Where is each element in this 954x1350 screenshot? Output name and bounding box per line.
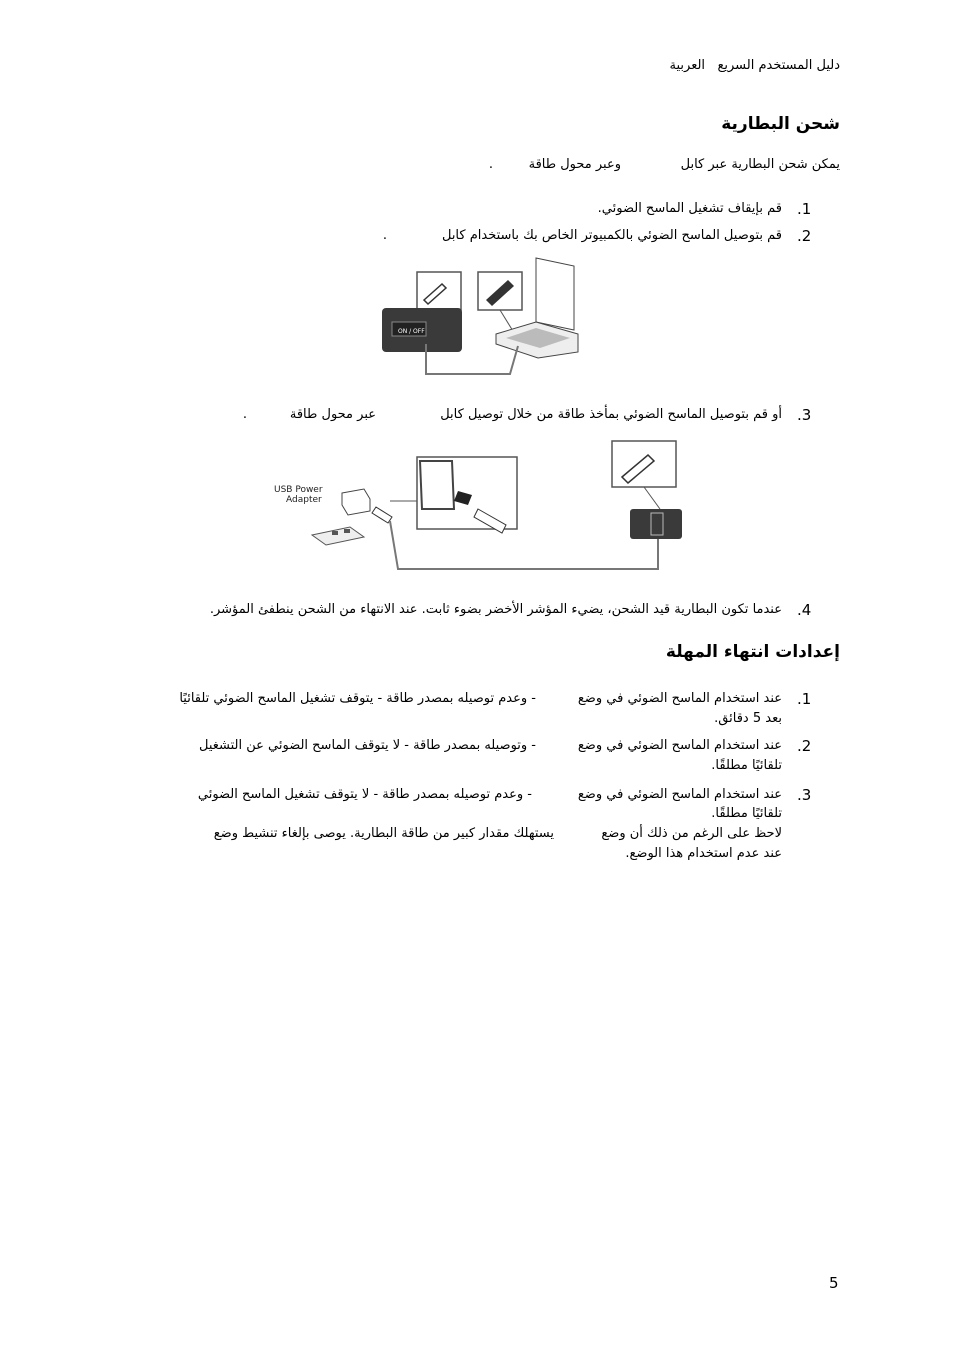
item-3-line2: تلقائيًا مطلقًا. <box>711 806 782 821</box>
header-title: دليل المستخدم السريع <box>717 58 840 73</box>
step-1-text: قم بإيقاف تشغيل الماسح الضوئي. <box>597 201 782 216</box>
page-number: 5 <box>829 1274 839 1292</box>
step-2-number: .2 <box>797 227 812 245</box>
item-1-number: .1 <box>797 690 812 708</box>
switch-label: ON / OFF <box>398 328 425 335</box>
step-3-period: . <box>242 407 247 422</box>
section-title-timeout: إعدادات انتهاء المهلة <box>665 642 840 662</box>
item-3-note1-b: يستهلك مقدار كبير من طاقة البطارية. يوصى بإلغاء تنشيط وضع <box>213 826 554 841</box>
item-3-note2: عند عدم استخدام هذا الوضع. <box>625 846 782 861</box>
micro-usb-callout <box>417 272 461 310</box>
step-3-text-b: عبر محول طاقة <box>289 407 376 422</box>
item-1-line1-b: - وعدم توصيله بمصدر طاقة - يتوقف تشغيل الماسح الضوئي تلقائيًا <box>179 691 536 706</box>
item-3-line1-a: عند استخدام الماسح الضوئي في وضع <box>577 787 782 802</box>
item-1-line1-a: عند استخدام الماسح الضوئي في وضع <box>577 691 782 706</box>
adapter-label-line-1: USB Power <box>274 485 323 495</box>
item-1-line2: بعد 5 دقائق. <box>714 711 782 726</box>
step-1-number: .1 <box>797 200 812 218</box>
running-header <box>670 58 840 73</box>
item-2-line1-b: - وتوصيله بمصدر طاقة - لا يتوقف الماسح الضوئي عن التشغيل <box>198 738 536 753</box>
adapter-label-line-2: Adapter <box>286 495 322 505</box>
item-2-line2: تلقائيًا مطلقًا. <box>711 758 782 773</box>
item-2-line1-a: عند استخدام الماسح الضوئي في وضع <box>577 738 782 753</box>
step-2-text: قم بتوصيل الماسح الضوئي بالكمبيوتر الخاص بك باستخدام كابل <box>441 228 782 243</box>
scanner-callout <box>612 441 676 487</box>
header-language: العربية <box>669 58 706 73</box>
step-4-number: .4 <box>797 601 812 619</box>
item-3-number: .3 <box>797 786 812 804</box>
section-title-charging: شحن البطارية <box>721 114 840 134</box>
item-3-line1-b: - وعدم توصيله بمصدر طاقة - لا يتوقف تشغيل الماسح الضوئي <box>197 787 532 802</box>
item-3-note1-a: لاحظ على الرغم من ذلك أن وضع <box>601 826 782 841</box>
step-4-text: عندما تكون البطارية قيد الشحن، يضيء المؤشر الأخضر بضوء ثابت. عند الانتهاء من الشحن ينطفئ المؤشر. <box>209 602 782 617</box>
item-2-number: .2 <box>797 737 812 755</box>
figure-scanner-laptop <box>378 256 582 378</box>
step-3-text-a: أو قم بتوصيل الماسح الضوئي بمأخذ طاقة من خلال توصيل كابل <box>440 407 782 422</box>
figure-scanner-adapter <box>272 439 692 575</box>
step-2-period: . <box>382 228 387 243</box>
usb-plug-icon <box>372 507 392 523</box>
intro-c: . <box>488 157 493 172</box>
intro-b: وعبر محول طاقة <box>528 157 621 172</box>
step-3-number: .3 <box>797 406 812 424</box>
intro-a: يمكن شحن البطارية عبر كابل <box>680 157 840 172</box>
